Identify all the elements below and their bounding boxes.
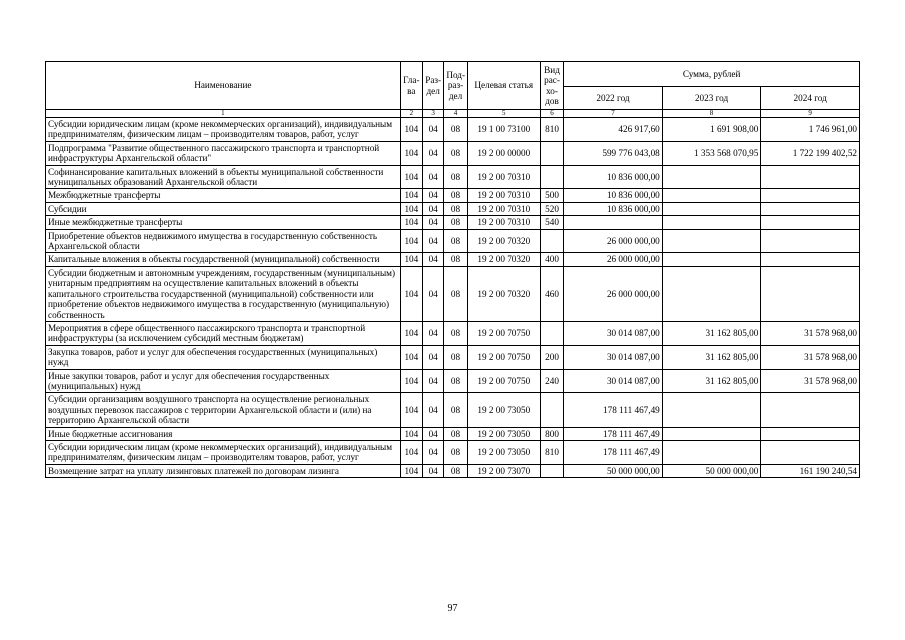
- row-name: Софинансирование капитальных вложений в объекты муниципальной собственности муниципальных образований Архангельской области: [46, 165, 401, 189]
- table-row: [46, 216, 860, 229]
- row-target: 19 2 00 73050: [467, 440, 540, 464]
- row-razdel: 04: [423, 216, 444, 229]
- row-vid: 500: [540, 189, 563, 202]
- row-sum-2024: 161 190 240,54: [761, 464, 860, 477]
- row-podrazdel: 08: [444, 393, 467, 427]
- row-target: 19 2 00 70310: [467, 202, 540, 215]
- row-target: 19 2 00 73050: [467, 427, 540, 440]
- row-name: Приобретение объектов недвижимого имущества в государственную собственность Архангельской области: [46, 229, 401, 253]
- row-podrazdel: 08: [444, 321, 467, 345]
- row-target: 19 2 00 70750: [467, 369, 540, 393]
- row-sum-2022: 10 836 000,00: [564, 165, 663, 189]
- col-num: 5: [467, 110, 540, 118]
- row-podrazdel: 08: [444, 202, 467, 215]
- col-num: 6: [540, 110, 563, 118]
- row-glava: 104: [400, 229, 422, 253]
- row-sum-2023: [662, 202, 761, 215]
- row-podrazdel: 08: [444, 427, 467, 440]
- col-num: 4: [444, 110, 467, 118]
- table-row: [46, 427, 860, 440]
- row-target: 19 1 00 73100: [467, 118, 540, 142]
- row-vid: [540, 141, 563, 165]
- row-podrazdel: 08: [444, 118, 467, 142]
- row-vid: 800: [540, 427, 563, 440]
- row-target: 19 2 00 70320: [467, 266, 540, 321]
- row-razdel: 04: [423, 202, 444, 215]
- col-num: 2: [400, 110, 422, 118]
- row-glava: 104: [400, 189, 422, 202]
- row-target: 19 2 00 70310: [467, 165, 540, 189]
- header-2024: 2024 год: [761, 87, 860, 110]
- row-sum-2024: [761, 229, 860, 253]
- row-vid: 810: [540, 118, 563, 142]
- row-razdel: 04: [423, 141, 444, 165]
- row-sum-2023: [662, 427, 761, 440]
- row-sum-2024: [761, 202, 860, 215]
- row-sum-2024: 31 578 968,00: [761, 321, 860, 345]
- col-num: 7: [564, 110, 663, 118]
- row-razdel: 04: [423, 393, 444, 427]
- row-sum-2023: [662, 393, 761, 427]
- col-num: 8: [662, 110, 761, 118]
- row-vid: [540, 321, 563, 345]
- row-sum-2024: [761, 266, 860, 321]
- row-name: Иные закупки товаров, работ и услуг для обеспечения государственных (муниципальных) нужд: [46, 369, 401, 393]
- row-glava: 104: [400, 202, 422, 215]
- row-glava: 104: [400, 266, 422, 321]
- row-podrazdel: 08: [444, 464, 467, 477]
- table-row: [46, 440, 860, 464]
- row-target: 19 2 00 70320: [467, 229, 540, 253]
- row-name: Закупка товаров, работ и услуг для обеспечения государственных (муниципальных) нужд: [46, 345, 401, 369]
- row-vid: 200: [540, 345, 563, 369]
- table-row: [46, 266, 860, 321]
- row-sum-2022: 178 111 467,49: [564, 393, 663, 427]
- row-vid: 520: [540, 202, 563, 215]
- row-podrazdel: 08: [444, 266, 467, 321]
- row-sum-2023: [662, 253, 761, 266]
- row-razdel: 04: [423, 321, 444, 345]
- row-sum-2023: 31 162 805,00: [662, 321, 761, 345]
- header-podrazdel: Под-раз-дел: [444, 62, 467, 110]
- row-name: Мероприятия в сфере общественного пассажирского транспорта и транспортной инфраструктуры (за исключением субсидий местным бюджетам): [46, 321, 401, 345]
- table-row: [46, 189, 860, 202]
- row-sum-2022: 30 014 087,00: [564, 345, 663, 369]
- row-sum-2022: 26 000 000,00: [564, 253, 663, 266]
- row-sum-2022: 26 000 000,00: [564, 229, 663, 253]
- row-podrazdel: 08: [444, 165, 467, 189]
- row-sum-2023: 1 353 568 070,95: [662, 141, 761, 165]
- column-number-row: [46, 110, 860, 118]
- row-sum-2022: 10 836 000,00: [564, 189, 663, 202]
- row-sum-2023: 31 162 805,00: [662, 345, 761, 369]
- row-vid: [540, 464, 563, 477]
- row-razdel: 04: [423, 369, 444, 393]
- row-glava: 104: [400, 369, 422, 393]
- table-row: [46, 464, 860, 477]
- row-glava: 104: [400, 440, 422, 464]
- row-glava: 104: [400, 464, 422, 477]
- row-glava: 104: [400, 216, 422, 229]
- row-sum-2024: [761, 189, 860, 202]
- row-sum-2023: [662, 266, 761, 321]
- row-sum-2022: 30 014 087,00: [564, 321, 663, 345]
- header-2023: 2023 год: [662, 87, 761, 110]
- row-glava: 104: [400, 165, 422, 189]
- row-sum-2022: 50 000 000,00: [564, 464, 663, 477]
- row-target: 19 2 00 70320: [467, 253, 540, 266]
- table-row: [46, 165, 860, 189]
- row-razdel: 04: [423, 266, 444, 321]
- header-glava: Гла-ва: [400, 62, 422, 110]
- row-glava: 104: [400, 118, 422, 142]
- col-num: 1: [46, 110, 401, 118]
- row-sum-2024: [761, 440, 860, 464]
- row-podrazdel: 08: [444, 440, 467, 464]
- row-razdel: 04: [423, 118, 444, 142]
- row-target: 19 2 00 73070: [467, 464, 540, 477]
- table-row: [46, 202, 860, 215]
- header-name: Наименование: [46, 62, 401, 110]
- row-vid: 540: [540, 216, 563, 229]
- row-glava: 104: [400, 427, 422, 440]
- table-row: [46, 321, 860, 345]
- header-target: Целевая статья: [467, 62, 540, 110]
- row-glava: 104: [400, 253, 422, 266]
- row-name: Субсидии бюджетным и автономным учреждениям, государственным (муниципальным) унитарным предприятиям на осуществление капитальных вложений в объекты капитального строительства государственной (муниципальной) собственности или приобретение объектов недвижимого имущества в государственную (муниципальную) собственность: [46, 266, 401, 321]
- row-sum-2022: 599 776 043,08: [564, 141, 663, 165]
- row-sum-2023: 50 000 000,00: [662, 464, 761, 477]
- row-vid: 400: [540, 253, 563, 266]
- header-2022: 2022 год: [564, 87, 663, 110]
- row-podrazdel: 08: [444, 216, 467, 229]
- row-sum-2023: [662, 440, 761, 464]
- row-sum-2024: 31 578 968,00: [761, 345, 860, 369]
- header-vid: Вид рас-хо-дов: [540, 62, 563, 110]
- table-row: [46, 253, 860, 266]
- table-row: [46, 141, 860, 165]
- row-sum-2024: 1 746 961,00: [761, 118, 860, 142]
- row-razdel: 04: [423, 440, 444, 464]
- row-sum-2023: [662, 229, 761, 253]
- row-sum-2024: 31 578 968,00: [761, 369, 860, 393]
- row-vid: [540, 229, 563, 253]
- row-glava: 104: [400, 345, 422, 369]
- table-row: [46, 345, 860, 369]
- row-vid: [540, 393, 563, 427]
- row-vid: 810: [540, 440, 563, 464]
- row-vid: [540, 165, 563, 189]
- row-podrazdel: 08: [444, 141, 467, 165]
- row-sum-2022: 10 836 000,00: [564, 202, 663, 215]
- row-name: Иные бюджетные ассигнования: [46, 427, 401, 440]
- table-row: [46, 369, 860, 393]
- row-sum-2024: [761, 216, 860, 229]
- row-podrazdel: 08: [444, 253, 467, 266]
- row-sum-2023: 31 162 805,00: [662, 369, 761, 393]
- row-target: 19 2 00 70750: [467, 345, 540, 369]
- row-podrazdel: 08: [444, 345, 467, 369]
- header-razdel: Раз-дел: [423, 62, 444, 110]
- row-target: 19 2 00 73050: [467, 393, 540, 427]
- row-sum-2024: [761, 393, 860, 427]
- row-glava: 104: [400, 393, 422, 427]
- row-podrazdel: 08: [444, 369, 467, 393]
- row-glava: 104: [400, 321, 422, 345]
- row-glava: 104: [400, 141, 422, 165]
- row-razdel: 04: [423, 427, 444, 440]
- row-sum-2023: [662, 165, 761, 189]
- table-row: [46, 118, 860, 142]
- row-sum-2023: [662, 216, 761, 229]
- col-num: 3: [423, 110, 444, 118]
- row-name: Субсидии юридическим лицам (кроме некоммерческих организаций), индивидуальным предпринимателям, физическим лицам – производителям товаров, работ, услуг: [46, 118, 401, 142]
- row-name: Подпрограмма "Развитие общественного пассажирского транспорта и транспортной инфраструктуры Архангельской области": [46, 141, 401, 165]
- budget-table: [45, 61, 860, 478]
- row-target: 19 2 00 70310: [467, 216, 540, 229]
- page-number: 97: [447, 603, 458, 614]
- row-name: Капитальные вложения в объекты государственной (муниципальной) собственности: [46, 253, 401, 266]
- row-vid: 460: [540, 266, 563, 321]
- row-name: Возмещение затрат на уплату лизинговых платежей по договорам лизинга: [46, 464, 401, 477]
- row-target: 19 2 00 70310: [467, 189, 540, 202]
- row-sum-2024: [761, 427, 860, 440]
- row-sum-2022: 178 111 467,49: [564, 427, 663, 440]
- row-name: Субсидии юридическим лицам (кроме некоммерческих организаций), индивидуальным предпринимателям, физическим лицам – производителям товаров, работ, услуг: [46, 440, 401, 464]
- row-sum-2023: [662, 189, 761, 202]
- row-sum-2024: [761, 165, 860, 189]
- row-razdel: 04: [423, 253, 444, 266]
- row-sum-2022: [564, 216, 663, 229]
- col-num: 9: [761, 110, 860, 118]
- row-sum-2024: [761, 253, 860, 266]
- header-sum: Сумма, рублей: [564, 62, 860, 87]
- row-sum-2022: 30 014 087,00: [564, 369, 663, 393]
- row-sum-2022: 26 000 000,00: [564, 266, 663, 321]
- row-name: Субсидии организациям воздушного транспорта на осуществление региональных воздушных перевозок пассажиров с территории Архангельской области и (или) на территорию Архангельской области: [46, 393, 401, 427]
- row-podrazdel: 08: [444, 189, 467, 202]
- row-target: 19 2 00 00000: [467, 141, 540, 165]
- row-sum-2024: 1 722 199 402,52: [761, 141, 860, 165]
- table-row: [46, 393, 860, 427]
- row-name: Иные межбюджетные трансферты: [46, 216, 401, 229]
- table-row: [46, 229, 860, 253]
- row-sum-2023: 1 691 908,00: [662, 118, 761, 142]
- row-razdel: 04: [423, 345, 444, 369]
- row-sum-2022: 426 917,60: [564, 118, 663, 142]
- row-target: 19 2 00 70750: [467, 321, 540, 345]
- row-sum-2022: 178 111 467,49: [564, 440, 663, 464]
- row-razdel: 04: [423, 229, 444, 253]
- row-vid: 240: [540, 369, 563, 393]
- row-name: Межбюджетные трансферты: [46, 189, 401, 202]
- row-podrazdel: 08: [444, 229, 467, 253]
- row-razdel: 04: [423, 165, 444, 189]
- row-razdel: 04: [423, 189, 444, 202]
- row-name: Субсидии: [46, 202, 401, 215]
- row-razdel: 04: [423, 464, 444, 477]
